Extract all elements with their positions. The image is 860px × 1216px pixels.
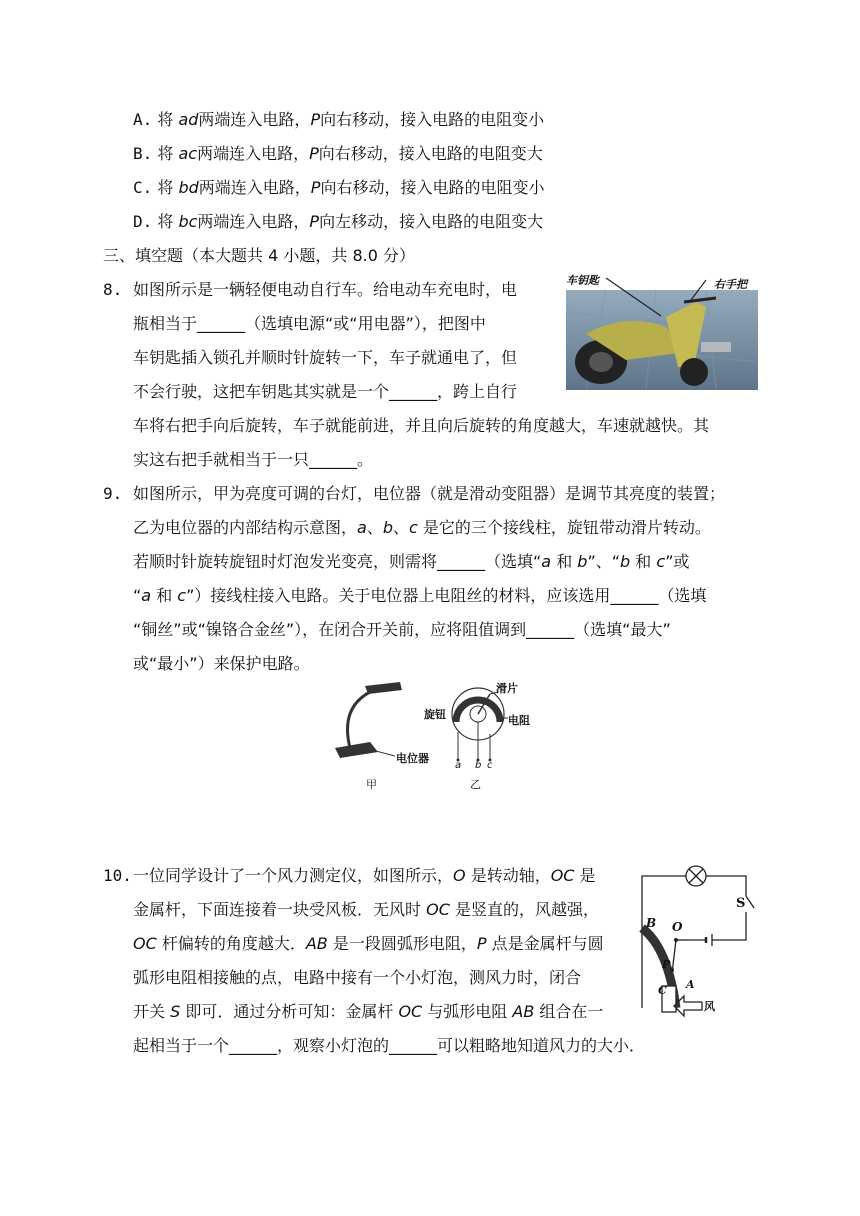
label-car-key: 车钥匙 bbox=[566, 274, 599, 287]
q9-line-4: “a 和 c”）接线柱接入电路。关于电位器上电阻丝的材料，应该选用______（选填 bbox=[133, 586, 707, 605]
q9-line-1: 如图所示，甲为亮度可调的台灯，电位器（就是滑动变阻器）是调节其亮度的装置； bbox=[133, 484, 726, 503]
option-a: A. 将 ad两端连入电路，P向右移动，接入电路的电阻变小 bbox=[133, 110, 545, 129]
q9-line-6: 或“最小”）来保护电路。 bbox=[133, 654, 310, 673]
label-terminal-b: b bbox=[475, 760, 482, 771]
q8-number: 8. bbox=[103, 280, 123, 299]
q8-line-3: 车钥匙插入锁孔并顺时针旋转一下，车子就通电了，但 bbox=[133, 348, 518, 367]
q9-number: 9. bbox=[103, 484, 123, 503]
label-terminal-c: c bbox=[487, 760, 493, 771]
label-right-handle: 右手把 bbox=[714, 278, 747, 291]
label-knob: 旋钮 bbox=[424, 708, 446, 721]
q10-line-3: OC 杆偏转的角度越大．AB 是一段圆弧形电阻，P 点是金属杆与圆 bbox=[133, 934, 604, 953]
q8-line-5: 车将右把手向后旋转，车子就能前进，并且向后旋转的角度越大，车速就越快。其 bbox=[133, 416, 710, 435]
bike-photo bbox=[566, 272, 758, 390]
label-b: B bbox=[646, 916, 657, 930]
label-p: P bbox=[662, 958, 671, 971]
option-c: C. 将 bd两端连入电路，P向右移动，接入电路的电阻变小 bbox=[133, 178, 545, 197]
q10-line-1: 一位同学设计了一个风力测定仪，如图所示，O 是转动轴，OC 是 bbox=[133, 866, 596, 885]
q10-line-2: 金属杆，下面连接着一块受风板．无风时 OC 是竖直的，风越强， bbox=[133, 900, 599, 919]
label-wind: 风 bbox=[704, 1000, 715, 1013]
label-terminal-a: a bbox=[455, 760, 462, 771]
section-heading: 三、填空题（本大题共 4 小题，共 8.0 分） bbox=[103, 246, 416, 265]
q10-line-5: 开关 S 即可．通过分析可知：金属杆 OC 与弧形电阻 AB 组合在一 bbox=[133, 1002, 604, 1021]
q10-number: 10. bbox=[103, 866, 132, 885]
label-jia: 甲 bbox=[366, 778, 377, 791]
q9-line-3: 若顺时针旋转旋钮时灯泡发光变亮，则需将______（选填“a 和 b”、“b 和 c”或 bbox=[133, 552, 690, 571]
q8-line-4: 不会行驶，这把车钥匙其实就是一个______，跨上自行 bbox=[133, 382, 518, 401]
q8-line-6: 实这右把手就相当于一只______。 bbox=[133, 450, 374, 469]
q9-line-2: 乙为电位器的内部结构示意图，a、b、c 是它的三个接线柱，旋钮带动滑片转动。 bbox=[133, 518, 711, 537]
q10-line-4: 弧形电阻相接触的点，电路中接有一个小灯泡，测风力时，闭合 bbox=[133, 968, 582, 987]
label-c: C bbox=[658, 984, 667, 997]
label-slider: 滑片 bbox=[496, 682, 518, 695]
q10-line-6: 起相当于一个______，观察小灯泡的______可以粗略地知道风力的大小． bbox=[133, 1036, 646, 1055]
label-a: A bbox=[686, 978, 695, 991]
q8-line-1: 如图所示是一辆轻便电动自行车。给电动车充电时，电 bbox=[133, 280, 518, 299]
label-yi: 乙 bbox=[470, 778, 481, 791]
q9-figure bbox=[330, 678, 540, 794]
label-potentiometer: 电位器 bbox=[396, 752, 429, 765]
label-switch-s: S bbox=[736, 896, 746, 911]
q8-line-2: 瓶相当于______（选填电源“或“用电器”），把图中 bbox=[133, 314, 486, 333]
option-d: D. 将 bc两端连入电路，P向左移动，接入电路的电阻变大 bbox=[133, 212, 544, 231]
q10-figure bbox=[628, 858, 758, 1048]
q9-line-5: “铜丝”或“镍铬合金丝”），在闭合开关前，应将阻值调到______（选填“最大” bbox=[133, 620, 671, 639]
option-b: B. 将 ac两端连入电路，P向右移动，接入电路的电阻变大 bbox=[133, 144, 543, 163]
label-o: O bbox=[672, 920, 683, 934]
label-resistor: 电阻 bbox=[508, 714, 530, 727]
